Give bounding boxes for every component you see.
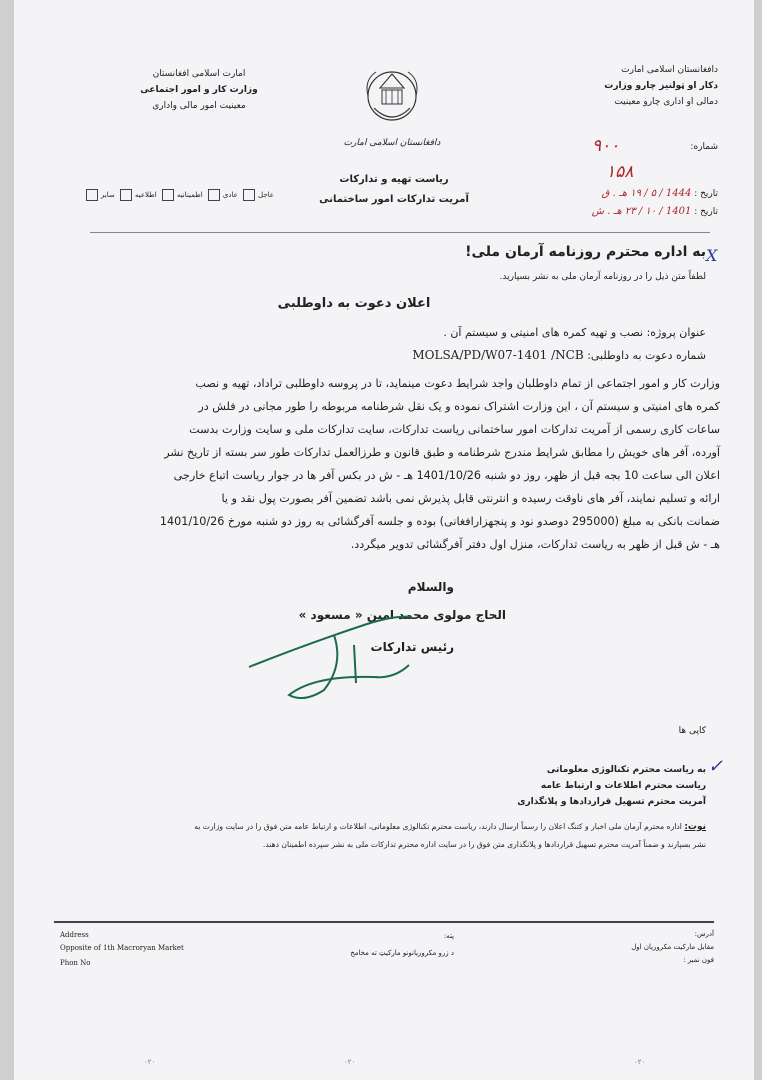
emblem-caption: دافغانستان اسلامی امارت <box>343 138 441 148</box>
margin-mark: X <box>706 246 718 265</box>
copies-list <box>406 762 706 810</box>
date-label-2: تاریخ : <box>694 207 718 217</box>
bottom-code-1: ۰۲۰ <box>144 1058 156 1066</box>
project-title: عنوان پروژه: نصب و تهیه کمره های امنیتی و سیستم آن . <box>443 326 706 339</box>
checkbox-normal[interactable]: عادی <box>205 191 238 199</box>
footer-addr-label-en: Address <box>60 931 89 939</box>
number-label: شماره: <box>690 142 718 152</box>
header-left-line2: وزارت کار و امور اجتماعی <box>140 85 258 95</box>
note-line-2: نشر بسپارند و ضمناً آمریت محترم تسهیل قراردادها و پلانگذاری متن فوق را در سایت اداره محترم تدارکات ملی به نشر سپرده اطمینان دهند. <box>262 840 706 849</box>
notice-title: اعلان دعوت به داوطلبی <box>277 296 431 311</box>
footer-addr-value-ps: د زرو مکروریانونو مارکیټ ته مخامخ <box>350 949 454 957</box>
addressee: به اداره محترم روزنامه آرمان ملی! <box>465 244 706 260</box>
signer-name: الحاج مولوی محمد امین « مسعود » <box>298 608 506 622</box>
footer-phone-label-fa: فون نمبر : <box>683 956 714 964</box>
note-line-1: اداره محترم آرمان ملی اخبار و کتنگ اعلان را رسماً ارسال دارند، ریاست محترم تکنالوژی معلوماتی، اطلاعات و ارتباط عامه متن فوق را در سایت وزارت به <box>194 822 682 831</box>
number-handwritten-1: ۹۰۰ <box>592 136 620 156</box>
copies-checkmark-icon: ✓ <box>708 756 724 777</box>
header-right <box>518 62 718 110</box>
note <box>56 818 706 853</box>
header-left-line1: امارت اسلامی افغانستان <box>152 69 246 79</box>
footer-address-fa <box>574 928 714 967</box>
body-line: هـ - ش قبل از ظهر به ریاست تدارکات، منزل اول دفتر آفرگشائی تدویر میگردد. <box>350 538 720 551</box>
header-left-line3: معینیت امور مالی واداری <box>152 101 246 111</box>
footer-addr-label-fa: آدرس: <box>694 930 714 938</box>
bid-number: MOLSA/PD/W07-1401 /NCB <box>412 348 584 362</box>
footer-addr-value-en: Opposite of 1th Macroryan Market <box>60 944 184 952</box>
footer-phone-label-en: Phon No <box>60 959 91 967</box>
copy-item: به ریاست محترم تکنالوژی معلوماتی <box>546 765 706 775</box>
signature-icon <box>244 605 444 705</box>
header-right-line3: دمالی او اداری چارو معینیت <box>614 97 718 107</box>
header-divider <box>90 232 710 233</box>
body-line: اعلان الی ساعت 10 بجه قبل از ظهر، روز دو شنبه 1401/10/26 هـ - ش در بکس آفر ها در جوار ریاست اتباع خارجی <box>173 469 720 482</box>
footer-divider <box>54 921 714 923</box>
date-label-1: تاریخ : <box>694 189 718 199</box>
body-line: کمره های امنیتی و سیستم آن ، این وزارت اشتراک نموده و یک نقل شرطنامه مربوطه را طور مجانی در فلش در <box>198 400 720 413</box>
footer-address-en <box>60 929 220 970</box>
header-right-line2: دکار او ټولنیز چارو وزارت <box>604 81 718 91</box>
letter-page <box>14 0 754 1080</box>
checkbox-urgent[interactable]: عاجل <box>240 191 274 199</box>
number-block <box>558 142 718 152</box>
footer-address-ps <box>314 928 454 962</box>
body-line: وزارت کار و امور اجتماعی از تمام داوطلبان واجد شرایط دعوت مینماید، تا در پروسه داوطلبی تراداد، تهیه و نصب <box>195 377 720 390</box>
bottom-code-2: ۰۲۰ <box>344 1058 356 1066</box>
bottom-code-3: ۰۲۰ <box>634 1058 646 1066</box>
body-line: آورده، آفر های خویش را مطابق شرایط مندرج شرطنامه و طبق قانون و طرزالعمل تدارکات طور سر بسته از تاریخ نشر <box>164 446 720 459</box>
date-block <box>548 185 718 221</box>
footer-addr-label-ps: پته: <box>443 932 454 940</box>
checkbox-other[interactable]: سایر <box>83 191 115 199</box>
closing: والسلام <box>407 580 454 594</box>
note-label: نوت: <box>684 822 706 832</box>
bid-number-label: شماره دعوت به داوطلبی: <box>587 349 706 362</box>
notice-body <box>40 372 720 556</box>
header-center-line2: آمریت تدارکات امور ساختمانی <box>319 194 469 205</box>
header-right-line1: دافغانستان اسلامی امارت <box>621 65 718 75</box>
checkbox-confirmation[interactable]: اطمینانیه <box>159 191 203 199</box>
bid-number-row <box>206 348 706 362</box>
body-line: ساعات کاری رسمی از آمریت تدارکات امور ساختمانی ریاست تدارکات، سایت تدارکات ملی و سایت وزارت بدست <box>189 423 720 436</box>
number-handwritten-2: ۱۵۸ <box>606 162 634 182</box>
header-center <box>314 170 474 210</box>
priority-checkboxes <box>74 189 274 201</box>
body-line: ضمانت بانکی به مبلغ (295000 دوصدو نود و پنجهزارافغانی) بوده و جلسه آفرگشائی به روز دو شنبه مورخ 1401/10/26 <box>159 515 720 528</box>
copies-label: کاپی ها <box>678 726 706 736</box>
footer-addr-value-fa: مقابل مارکیت مکروریان اول <box>631 943 714 951</box>
copy-item: آمریت محترم تسهیل قراردادها و پلانگذاری <box>517 797 706 807</box>
body-line: ارائه و تسلیم نمایند، آفر های ناوقت رسیده و انترنتی قابل پذیرش نمی باشد تضمین آفر بصورت پول نقد و یا <box>221 492 720 505</box>
emirate-emblem-icon <box>360 66 424 138</box>
date-value-2: 1401 / ۱۰ / ۲۳ هـ . ش <box>591 206 692 217</box>
date-value-1: 1444 / ۵ / ۱۹ هـ . ق <box>601 188 692 199</box>
copy-item: ریاست محترم اطلاعات و ارتباط عامه <box>540 781 706 791</box>
signer-title: رئیس تدارکات <box>370 640 454 654</box>
checkbox-notice[interactable]: اطلاعیه <box>117 191 157 199</box>
header-center-line1: ریاست تهیه و تدارکات <box>339 174 449 185</box>
header-left <box>114 66 284 114</box>
request-line: لطفاً متن ذیل را در روزنامه آرمان ملی به نشر بسپارید. <box>499 272 706 282</box>
